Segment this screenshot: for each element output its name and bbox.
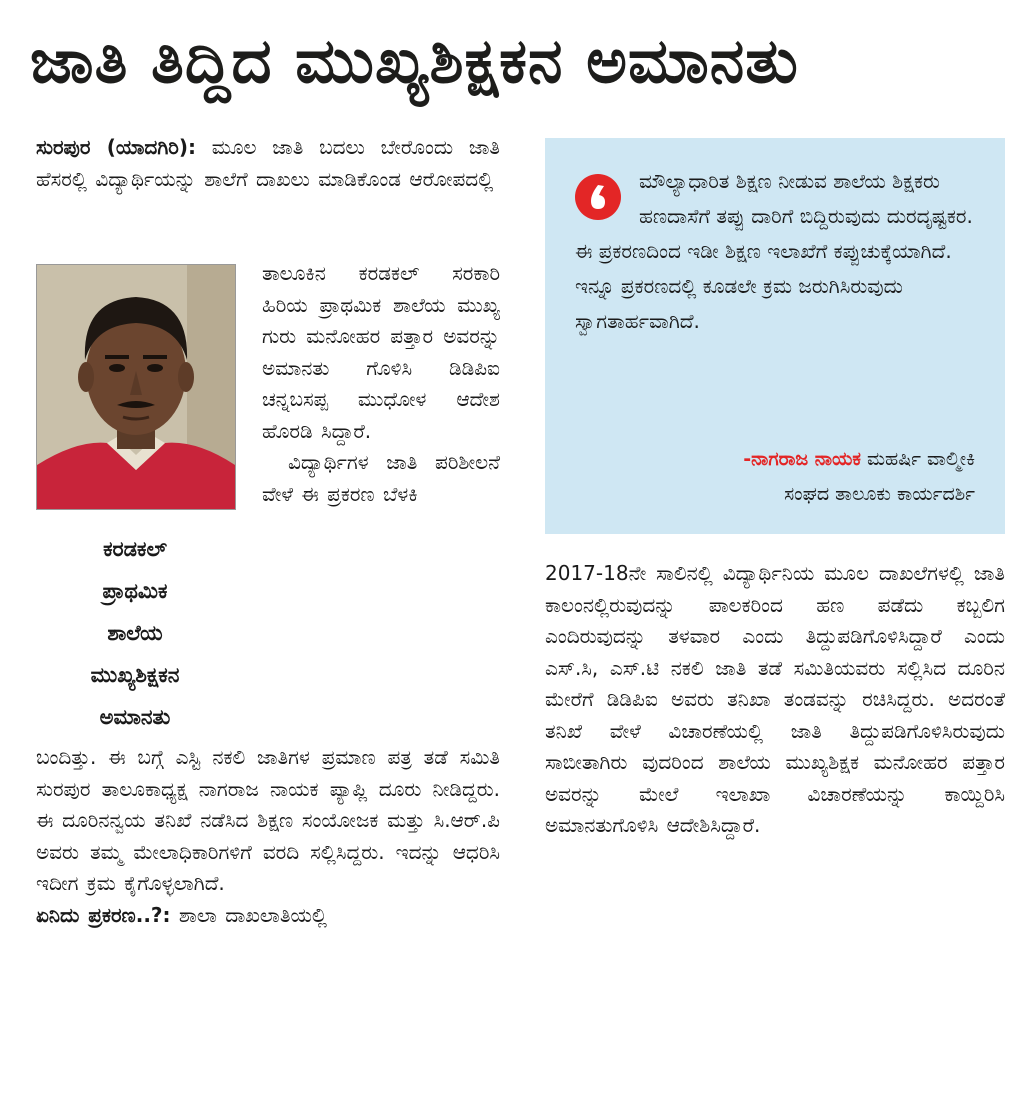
subhead: ಏನಿದು ಪ್ರಕರಣ..?: (36, 902, 171, 927)
quote-attribution (575, 442, 975, 512)
quote-box (545, 138, 1005, 534)
right-column (545, 558, 1005, 842)
bottom-paragraph (36, 742, 500, 931)
caption-line: ಅಮಾನತು (99, 705, 171, 729)
body-text: ಬಂದಿತ್ತು. ಈ ಬಗ್ಗೆ ಎಸ್ಟಿ ನಕಲಿ ಜಾತಿಗಳ ಪ್ರಮಾಣ ಪತ್ರ ತಡೆ ಸಮಿತಿ ಸುರಪುರ ತಾಲೂಕಾಧ್ಯಕ್ಷ ನಾಗರಾಜ ನಾಯಕ ಪ್ಯಾಪ್ಲಿ ದೂರು ನೀಡಿದ್ದರು. ಈ ದೂರಿನನ್ವಯ ತನಿಖೆ ನಡೆಸಿದ ಶಿಕ್ಷಣ ಸಂಯೋಜಕ ಮತ್ತು ಸಿ.ಆರ್.ಪಿ ಅವರು ತಮ್ಮ ಮೇಲಾಧಿಕಾರಿಗಳಿಗೆ ವರದಿ ಸಲ್ಲಿಸಿದ್ದರು. ಇದನ್ನು ಆಧರಿಸಿ ಇದೀಗ ಕ್ರಮ ಕೈಗೊಳ್ಳಲಾಗಿದೆ. (36, 745, 500, 895)
caption-line: ಶಾಲೆಯ (107, 621, 163, 645)
caption-line: ಪ್ರಾಥಮಿಕ (102, 579, 168, 603)
narrow-paragraph: ವಿದ್ಯಾರ್ಥಿಗಳ ಜಾತಿ ಪರಿಶೀಲನೆ ವೇಳೆ ಈ ಪ್ರಕರಣ ಬೆಳಕಿ (262, 450, 500, 506)
photo-caption (36, 528, 234, 738)
quote-role: ಸಂಘದ ತಾಲೂಕು ಕಾರ್ಯದರ್ಶಿ (784, 483, 975, 505)
lead-text: ಮೂಲ ಜಾತಿ ಬದಲು ಬೇರೊಂದು ಜಾತಿ ಹೆಸರಲ್ಲಿ ವಿದ್ಯಾರ್ಥಿಯನ್ನು ಶಾಲೆಗೆ ದಾಖಲು ಮಾಡಿಕೊಂಡ ಆರೋಪದಲ್ಲಿ (36, 135, 500, 191)
dateline: ಸುರಪುರ (ಯಾದಗಿರಿ): (36, 135, 196, 159)
subhead-text: ಶಾಲಾ ದಾಖಲಾತಿಯಲ್ಲಿ (170, 902, 327, 927)
quote-author: -ನಾಗರಾಜ ನಾಯಕ (743, 448, 861, 470)
narrow-column (262, 258, 500, 510)
quote-text (575, 164, 985, 339)
caption-line: ಕರಡಕಲ್ (103, 537, 167, 561)
portrait-photo (36, 264, 236, 510)
lead-paragraph (36, 132, 500, 195)
right-paragraph: 2017-18ನೇ ಸಾಲಿನಲ್ಲಿ ವಿದ್ಯಾರ್ಥಿನಿಯ ಮೂಲ ದಾಖಲೆಗಳಲ್ಲಿ ಜಾತಿ ಕಾಲಂನಲ್ಲಿರುವುದನ್ನು ಪಾಲಕರಿಂದ ಹಣ ಪಡೆದು ಕಬ್ಬಲಿಗ ಎಂದಿರುವುದನ್ನು ತಳವಾರ ಎಂದು ತಿದ್ದುಪಡಿಗೊಳಿಸಿದ್ದಾರೆ ಎಂದು ಎಸ್.ಸಿ, ಎಸ್.ಟಿ ನಕಲಿ ಜಾತಿ ತಡೆ ಸಮಿತಿಯವರು ಸಲ್ಲಿಸಿದ ದೂರಿನ ಮೇರೆಗೆ ಡಿಡಿಪಿಐ ಅವರು ತನಿಖಾ ತಂಡವನ್ನು ರಚಿಸಿದ್ದರು. ಅದರಂತೆ ತನಿಖೆ ವೇಳೆ ವಿಚಾರಣೆಯಲ್ಲಿ ಜಾತಿ ತಿದ್ದುಪಡಿಗೊಳಿಸಿರುವುದು ಸಾಬೀತಾಗಿರು ವುದರಿಂದ ಶಾಲೆಯ ಮುಖ್ಯಶಿಕ್ಷಕ ಮನೋಹರ ಪತ್ತಾರ ಅವರನ್ನು ಮೇಲೆ ಇಲಾಖಾ ವಿಚಾರಣೆಯನ್ನು ಕಾಯ್ದಿರಿಸಿ ಅಮಾನತುಗೊಳಿಸಿ ಆದೇಶಿಸಿದ್ದಾರೆ. (545, 561, 1005, 837)
caption-line: ಮುಖ್ಯಶಿಕ್ಷಕನ (90, 663, 180, 687)
portrait-illustration (37, 265, 235, 509)
headline: ಜಾತಿ ತಿದ್ದಿದ ಮುಖ್ಯಶಿಕ್ಷಕನ ಅಮಾನತು (30, 24, 799, 97)
narrow-paragraph: ತಾಲೂಕಿನ ಕರಡಕಲ್ ಸರಕಾರಿ ಹಿರಿಯ ಪ್ರಾಥಮಿಕ ಶಾಲೆಯ ಮುಖ್ಯ ಗುರು ಮನೋಹರ ಪತ್ತಾರ ಅವರನ್ನು ಅಮಾನತು ಗೊಳಿಸಿ ಡಿಡಿಪಿಐ ಚನ್ನಬಸಪ್ಪ ಮುಧೋಳ ಆದೇಶ ಹೊರಡಿ ಸಿದ್ದಾರೆ. (262, 261, 500, 443)
quote-body: ಮೌಲ್ಯಾಧಾರಿತ ಶಿಕ್ಷಣ ನೀಡುವ ಶಾಲೆಯ ಶಿಕ್ಷಕರು ಹಣದಾಸೆಗೆ ತಪ್ಪು ದಾರಿಗೆ ಬಿದ್ದಿರುವುದು ದುರದೃಷ್ಟಕರ. ಈ ಪ್ರಕರಣದಿಂದ ಇಡೀ ಶಿಕ್ಷಣ ಇಲಾಖೆಗೆ ಕಪ್ಪುಚುಕ್ಕೆಯಾಗಿದೆ. ಇನ್ನೂ ಪ್ರಕರಣದಲ್ಲಿ ಕೂಡಲೇ ಕ್ರಮ ಜರುಗಿಸಿರುವುದು ಸ್ವಾಗತಾರ್ಹವಾಗಿದೆ. (575, 169, 973, 333)
quote-org: ಮಹರ್ಷಿ ವಾಲ್ಮೀಕಿ (860, 448, 975, 470)
